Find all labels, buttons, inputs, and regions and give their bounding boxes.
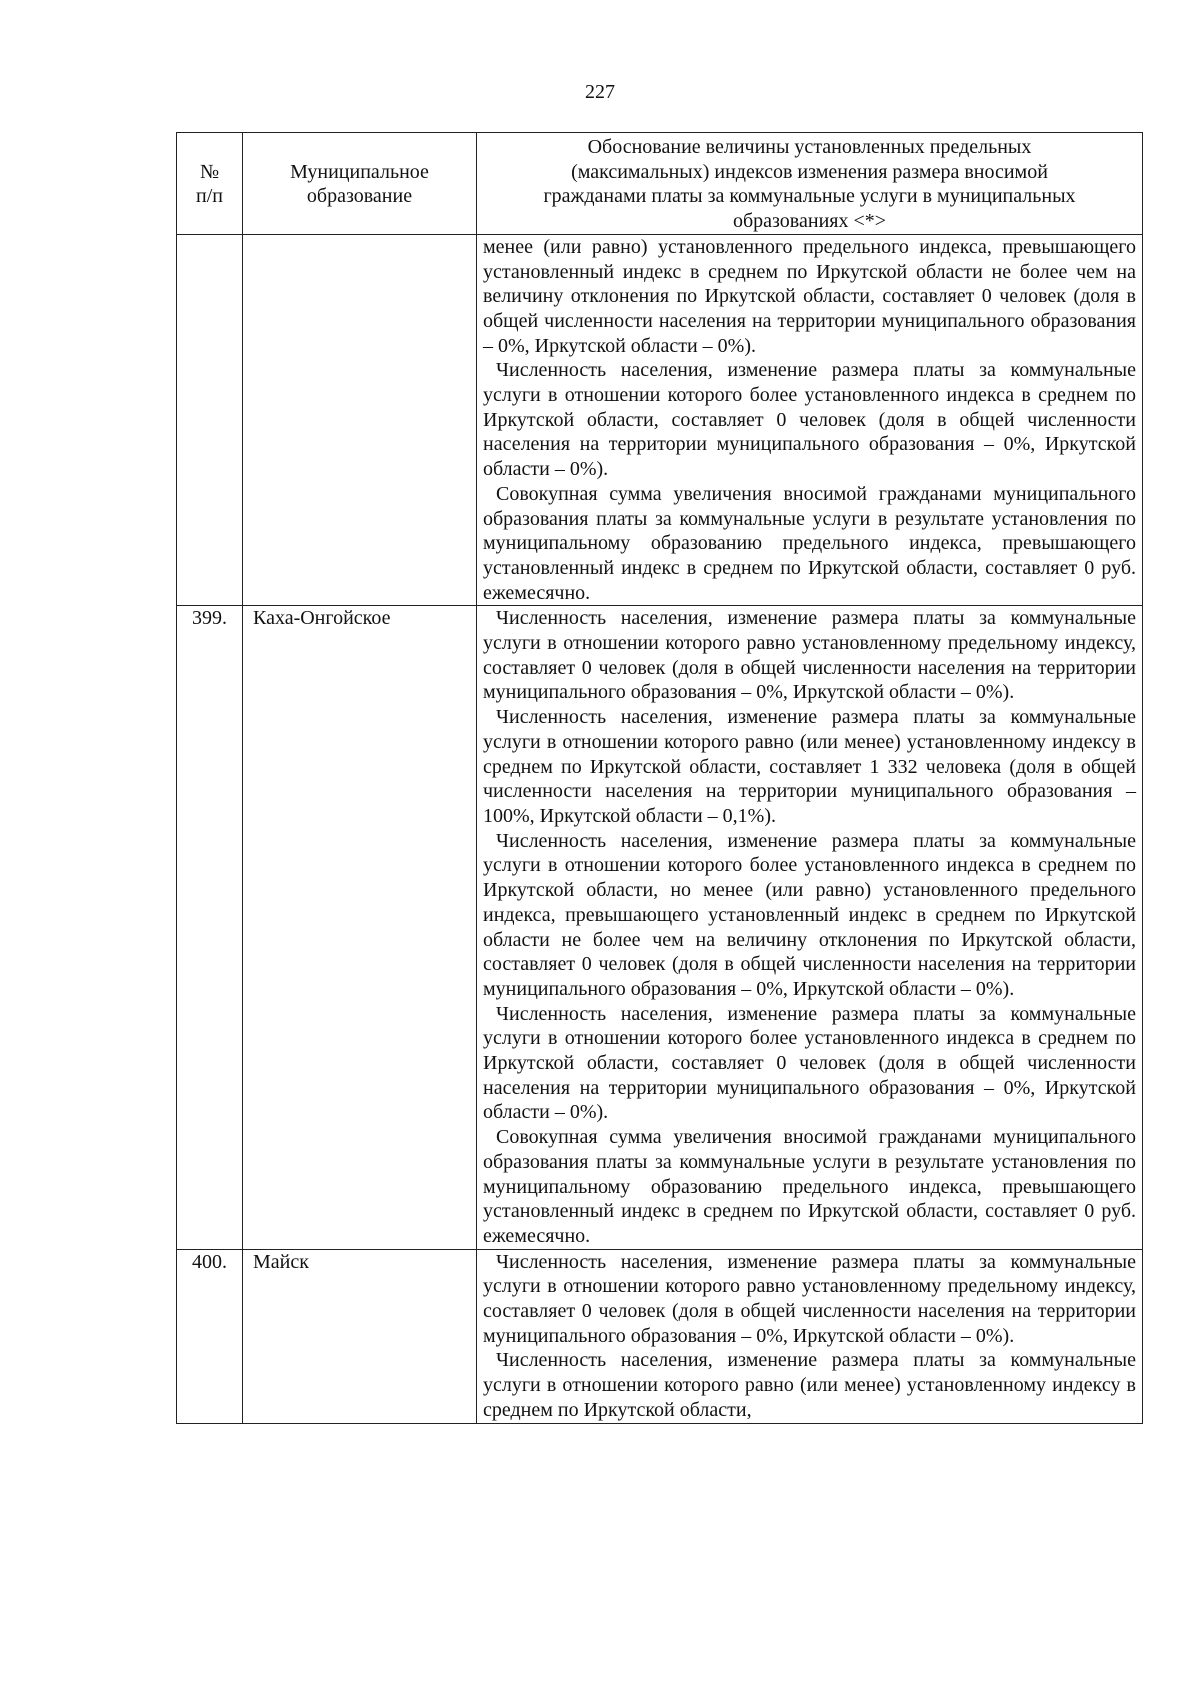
justification-paragraph: Численность населения, изменение размера платы за коммунальные услуги в отношении которого равно установленному предельному индексу, составляет 0 человек (доля в общей численности населения на территории муниципального образования – 0%, Иркутской области – 0%).	[483, 1250, 1136, 1347]
table-row	[177, 234, 1143, 606]
justification-paragraph: Численность населения, изменение размера платы за коммунальные услуги в отношении которого равно установленному предельному индексу, составляет 0 человек (доля в общей численности населения на территории муниципального образования – 0%, Иркутской области – 0%).	[483, 607, 1136, 704]
header-justification-line: (максимальных) индексов изменения размера вносимой	[571, 160, 1048, 183]
municipal-index-table	[176, 132, 1143, 1424]
table-header-row	[177, 133, 1143, 235]
header-number	[177, 133, 243, 235]
row-number: 399.	[177, 606, 243, 1249]
header-justification-line: Обоснование величины установленных предельных	[587, 136, 1032, 158]
row-municipality	[243, 234, 477, 606]
row-justification	[477, 234, 1143, 606]
header-municipality-line: Муниципальное	[290, 160, 429, 183]
table-row	[177, 1249, 1143, 1423]
justification-paragraph: менее (или равно) установленного предельного индекса, превышающего установленный индекс в среднем по Иркутской области не более чем на величину отклонения по Иркутской области, составляет 0 человек (доля в общей численности населения на территории муниципального образования – 0%, Иркутской области – 0%).	[483, 235, 1136, 357]
row-number: 400.	[177, 1249, 243, 1423]
row-justification	[477, 606, 1143, 1249]
row-municipality: Каха-Онгойское	[243, 606, 477, 1249]
row-justification	[477, 1249, 1143, 1423]
justification-paragraph: Совокупная сумма увеличения вносимой гражданами муниципального образования платы за коммунальные услуги в результате установления по муниципальному образованию предельного индекса, превышающего установленный индекс в среднем по Иркутской области, составляет 0 руб. ежемесячно.	[483, 482, 1136, 604]
justification-paragraph: Численность населения, изменение размера платы за коммунальные услуги в отношении которого более установленного индекса в среднем по Иркутской области, составляет 0 человек (доля в общей численности населения на территории муниципального образования – 0%, Иркутской области – 0%).	[483, 1002, 1136, 1124]
justification-paragraph: Численность населения, изменение размера платы за коммунальные услуги в отношении которого более установленного индекса в среднем по Иркутской области, составляет 0 человек (доля в общей численности населения на территории муниципального образования – 0%, Иркутской области – 0%).	[483, 359, 1136, 481]
header-number-line: №	[199, 160, 220, 183]
header-municipality	[243, 133, 477, 235]
header-justification	[477, 133, 1143, 235]
justification-paragraph: Совокупная сумма увеличения вносимой гражданами муниципального образования платы за коммунальные услуги в результате установления по муниципальному образованию предельного индекса, превышающего установленный индекс в среднем по Иркутской области, составляет 0 руб. ежемесячно.	[483, 1126, 1136, 1247]
header-number-line: п/п	[196, 185, 223, 208]
row-number	[177, 234, 243, 606]
header-municipality-line: образование	[306, 185, 413, 208]
justification-paragraph: Численность населения, изменение размера платы за коммунальные услуги в отношении которого равно (или менее) установленному индексу в среднем по Иркутской области,	[483, 1349, 1136, 1421]
justification-paragraph: Численность населения, изменение размера платы за коммунальные услуги в отношении которого равно (или менее) установленному индексу в среднем по Иркутской области, составляет 1 332 человека (доля в общей численности населения на территории муниципального образования – 100%, Иркутской области – 0,1%).	[483, 706, 1136, 827]
table-row	[177, 606, 1143, 1249]
row-municipality: Майск	[243, 1249, 477, 1423]
header-justification-line: гражданами платы за коммунальные услуги в муниципальных	[543, 185, 1076, 208]
justification-paragraph: Численность населения, изменение размера платы за коммунальные услуги в отношении которого более установленного индекса в среднем по Иркутской области, но менее (или равно) установленного предельного индекса, превышающего установленный индекс в среднем по Иркутской области не более чем на величину отклонения по Иркутской области, составляет 0 человек (доля в общей численности населения на территории муниципального образования – 0%, Иркутской области – 0%).	[483, 829, 1136, 1000]
header-justification-line: образованиях <*>	[732, 210, 887, 233]
page-number: 227	[585, 81, 615, 103]
